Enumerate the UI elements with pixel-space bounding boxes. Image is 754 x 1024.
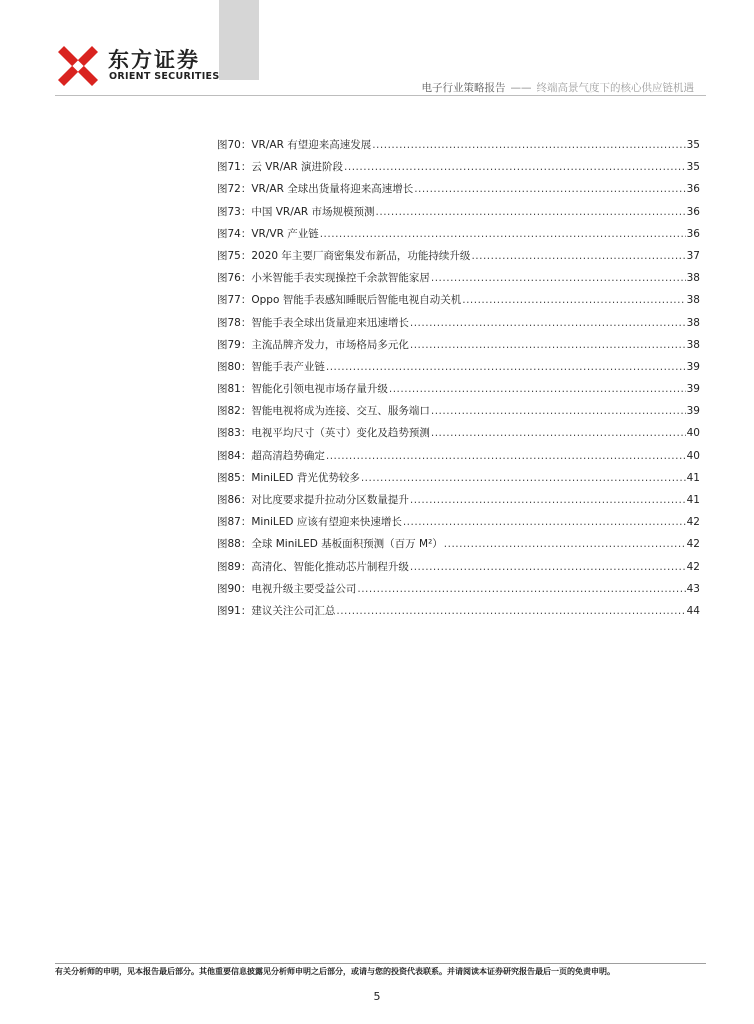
toc-page-number: 39 xyxy=(686,360,700,373)
toc-leader-dots xyxy=(414,183,685,195)
toc-leader-dots xyxy=(431,427,686,439)
toc-entry[interactable] xyxy=(217,603,700,625)
toc-figure-label: 图86： xyxy=(217,494,252,506)
toc-entry[interactable] xyxy=(217,315,700,337)
toc-entry[interactable] xyxy=(217,403,700,425)
toc-figure-title: 电视升级主要受益公司 xyxy=(251,582,357,595)
toc-entry[interactable] xyxy=(217,448,700,470)
toc-figure-title: VR/AR 全球出货量将迎来高速增长 xyxy=(251,183,414,196)
header-separator: —— xyxy=(510,82,532,94)
footer-disclaimer: 有关分析师的申明，见本报告最后部分。其他重要信息披露见分析师申明之后部分，或请与您的投资代表联系。并请阅读本证券研究报告最后一页的免责申明。 xyxy=(55,967,615,976)
header-divider xyxy=(55,95,706,96)
toc-figure-label: 图89： xyxy=(217,560,252,573)
toc-page-number: 43 xyxy=(686,582,700,595)
toc-figure-label: 图75： xyxy=(217,249,252,262)
toc-entry[interactable] xyxy=(217,425,700,447)
toc-figure-label: 图71： xyxy=(217,161,252,174)
toc-figure-title: 建议关注公司汇总 xyxy=(251,604,336,617)
toc-figure-label: 图79： xyxy=(217,338,252,351)
toc-entry[interactable] xyxy=(217,359,700,381)
toc-figure-title: 超高清趋势确定 xyxy=(251,449,325,462)
toc-leader-dots xyxy=(410,561,686,573)
toc-leader-dots xyxy=(357,583,685,595)
toc-figure-label: 图70： xyxy=(217,139,252,151)
toc-leader-dots xyxy=(336,605,685,617)
toc-page-number: 42 xyxy=(686,560,700,573)
toc-page-number: 38 xyxy=(686,272,700,285)
toc-figure-title: 主流品牌齐发力，市场格局多元化 xyxy=(251,338,409,351)
toc-leader-dots xyxy=(403,516,686,528)
toc-figure-title: 电视平均尺寸（英寸）变化及趋势预测 xyxy=(251,427,430,440)
toc-entry[interactable] xyxy=(217,159,700,181)
toc-entry[interactable] xyxy=(217,514,700,536)
toc-figure-label: 图91： xyxy=(217,604,252,617)
toc-figure-label: 图81： xyxy=(217,383,252,396)
toc-page-number: 39 xyxy=(686,383,700,396)
diamond-logo-icon xyxy=(56,44,100,88)
toc-leader-dots xyxy=(410,494,686,506)
toc-figure-title: 对比度要求提升拉动分区数量提升 xyxy=(251,494,409,506)
toc-figure-label: 图85： xyxy=(217,471,252,484)
brand-name-en: ORIENT SECURITIES xyxy=(109,71,220,82)
toc-entry[interactable] xyxy=(217,381,700,403)
toc-leader-dots xyxy=(361,472,686,484)
toc-figure-title: 小米智能手表实现操控千余款智能家居 xyxy=(251,272,430,285)
toc-page-number: 38 xyxy=(686,316,700,329)
toc-figure-title: VR/VR 产业链 xyxy=(251,227,319,240)
toc-leader-dots xyxy=(326,450,686,462)
toc-page-number: 36 xyxy=(686,205,700,218)
toc-figure-label: 图74： xyxy=(217,227,252,240)
toc-leader-dots xyxy=(462,294,685,306)
toc-entry[interactable] xyxy=(217,292,700,314)
toc-figure-label: 图83： xyxy=(217,427,252,440)
brand-name-cn: 东方证券 xyxy=(108,48,200,72)
toc-figure-title: 全球 MiniLED 基板面积预测（百万 M²） xyxy=(251,538,443,551)
toc-page-number: 44 xyxy=(686,604,700,617)
toc-entry[interactable] xyxy=(217,492,700,514)
toc-leader-dots xyxy=(376,206,686,218)
toc-figure-label: 图90： xyxy=(217,582,252,595)
toc-entry[interactable] xyxy=(217,204,700,226)
toc-figure-title: 智能化引领电视市场存量升级 xyxy=(251,383,388,396)
toc-figure-title: 智能手表产业链 xyxy=(251,360,325,373)
toc-entry[interactable] xyxy=(217,470,700,492)
toc-figure-label: 图84： xyxy=(217,449,252,462)
toc-page-number: 38 xyxy=(686,294,700,307)
toc-leader-dots xyxy=(410,317,686,329)
toc-entry[interactable] xyxy=(217,226,700,248)
toc-entry[interactable] xyxy=(217,181,700,203)
toc-page-number: 41 xyxy=(686,494,700,506)
toc-figure-title: 智能手表全球出货量迎来迅速增长 xyxy=(251,316,409,329)
toc-page-number: 40 xyxy=(686,449,700,462)
toc-entry[interactable] xyxy=(217,559,700,581)
toc-page-number: 40 xyxy=(686,427,700,440)
toc-leader-dots xyxy=(410,339,686,351)
toc-page-number: 38 xyxy=(686,338,700,351)
toc-leader-dots xyxy=(444,538,686,550)
toc-figure-label: 图76： xyxy=(217,272,252,285)
toc-leader-dots xyxy=(471,250,685,262)
toc-figure-label: 图88： xyxy=(217,538,252,551)
toc-figure-title: 云 VR/AR 演进阶段 xyxy=(251,161,344,174)
toc-entry[interactable] xyxy=(217,248,700,270)
toc-figure-label: 图80： xyxy=(217,360,252,373)
report-header xyxy=(422,80,695,95)
toc-figure-label: 图77： xyxy=(217,294,252,307)
toc-page-number: 35 xyxy=(686,161,700,174)
toc-entry[interactable] xyxy=(217,581,700,603)
toc-page-number: 42 xyxy=(686,516,700,529)
toc-leader-dots xyxy=(344,161,686,173)
toc-entry[interactable] xyxy=(217,270,700,292)
toc-leader-dots xyxy=(431,272,686,284)
toc-page-number: 39 xyxy=(686,405,700,418)
toc-entry[interactable] xyxy=(217,137,700,159)
report-category: 电子行业策略报告 xyxy=(421,82,506,94)
toc-figure-label: 图78： xyxy=(217,316,252,329)
figure-list xyxy=(217,137,700,625)
footer-divider xyxy=(55,963,706,964)
toc-page-number: 42 xyxy=(686,538,700,551)
toc-leader-dots xyxy=(326,361,686,373)
toc-figure-label: 图73： xyxy=(217,205,252,218)
toc-leader-dots xyxy=(389,383,686,395)
toc-figure-title: 中国 VR/AR 市场规模预测 xyxy=(251,205,375,218)
toc-figure-title: 智能电视将成为连接、交互、服务端口 xyxy=(251,405,430,418)
toc-leader-dots xyxy=(431,405,686,417)
toc-figure-label: 图87： xyxy=(217,516,252,529)
toc-page-number: 36 xyxy=(686,227,700,240)
toc-entry[interactable] xyxy=(217,536,700,558)
toc-figure-title: MiniLED 背光优势较多 xyxy=(251,471,360,484)
page-number: 5 xyxy=(373,990,381,1003)
toc-figure-title: 高清化、智能化推动芯片制程升级 xyxy=(251,560,409,573)
toc-figure-title: Oppo 智能手表感知睡眠后智能电视自动关机 xyxy=(251,294,462,307)
toc-page-number: 41 xyxy=(686,471,700,484)
toc-page-number: 36 xyxy=(686,183,700,196)
header-accent-bar xyxy=(219,0,259,80)
brand-logo xyxy=(56,44,220,84)
report-subtitle: 终端高景气度下的核心供应链机遇 xyxy=(536,82,694,94)
toc-figure-label: 图82： xyxy=(217,405,252,418)
toc-leader-dots xyxy=(320,228,686,240)
toc-page-number: 37 xyxy=(686,249,700,262)
toc-page-number: 35 xyxy=(686,139,700,151)
toc-figure-title: MiniLED 应该有望迎来快速增长 xyxy=(251,516,402,529)
toc-entry[interactable] xyxy=(217,337,700,359)
toc-leader-dots xyxy=(372,139,685,151)
toc-figure-label: 图72： xyxy=(217,183,252,196)
toc-figure-title: VR/AR 有望迎来高速发展 xyxy=(251,139,372,151)
toc-figure-title: 2020 年主要厂商密集发布新品，功能持续升级 xyxy=(251,249,471,262)
